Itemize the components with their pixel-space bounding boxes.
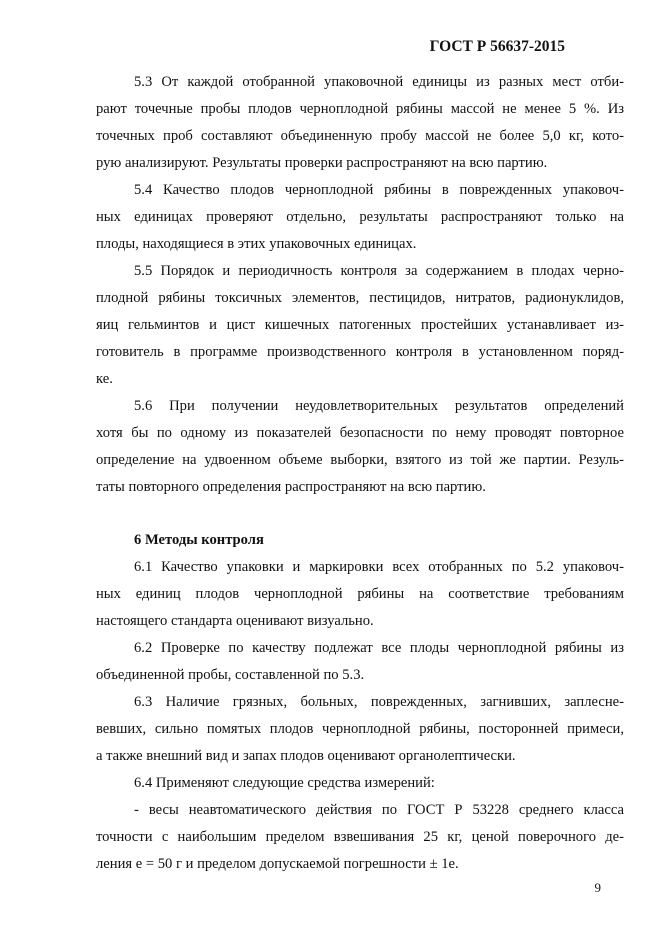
- text-line: точности с наибольшим пределом взвешивания 25 кг, ценой поверочного де-: [96, 829, 624, 845]
- text-line: ке.: [96, 371, 113, 387]
- text-line: плодной рябины токсичных элементов, пестицидов, нитратов, радионуклидов,: [96, 290, 624, 306]
- section-heading: 6 Методы контроля: [134, 532, 264, 548]
- text-line: рую анализируют. Результаты проверки распространяют на всю партию.: [96, 155, 548, 171]
- text-line: 5.6 При получении неудовлетворительных результатов определений: [134, 398, 624, 414]
- text-line: 5.3 От каждой отобранной упаковочной единицы из разных мест отби-: [134, 74, 624, 90]
- text-line: настоящего стандарта оценивают визуально.: [96, 613, 374, 629]
- text-line: а также внешний вид и запах плодов оценивают органолептически.: [96, 748, 516, 764]
- text-line: 6.4 Применяют следующие средства измерений:: [134, 775, 435, 791]
- text-line: 5.5 Порядок и периодичность контроля за содержанием в плодах черно-: [134, 263, 624, 279]
- text-line: определение на удвоенном объеме выборки, взятого из той же партии. Резуль-: [96, 452, 624, 468]
- text-line: 5.4 Качество плодов черноплодной рябины в поврежденных упаковоч-: [134, 182, 624, 198]
- text-line: точечных проб составляют объединенную пробу массой не более 5,0 кг, кото-: [96, 128, 624, 144]
- text-line: яиц гельминтов и цист кишечных патогенных простейших устанавливает из-: [96, 317, 624, 333]
- text-line: плоды, находящиеся в этих упаковочных единицах.: [96, 236, 417, 252]
- text-line: 6.1 Качество упаковки и маркировки всех отобранных по 5.2 упаковоч-: [134, 559, 624, 575]
- text-line: готовитель в программе производственного контроля в установленном поряд-: [96, 344, 624, 360]
- text-line: таты повторного определения распространяют на всю партию.: [96, 479, 486, 495]
- text-line: ления е = 50 г и пределом допускаемой погрешности ± 1е.: [96, 856, 459, 872]
- text-line: 6.3 Наличие грязных, больных, поврежденных, загнивших, заплесне-: [134, 694, 624, 710]
- page-number: 9: [594, 880, 601, 895]
- text-line: хотя бы по одному из показателей безопасности по нему проводят повторное: [96, 425, 624, 441]
- document-header: ГОСТ Р 56637-2015: [429, 38, 565, 55]
- text-line: рают точечные пробы плодов черноплодной рябины массой не менее 5 %. Из: [96, 101, 624, 117]
- text-line: - весы неавтоматического действия по ГОСТ Р 53228 среднего класса: [134, 802, 624, 818]
- text-line: 6.2 Проверке по качеству подлежат все плоды черноплодной рябины из: [134, 640, 624, 656]
- text-line: объединенной пробы, составленной по 5.3.: [96, 667, 365, 683]
- text-line: вевших, сильно помятых плодов черноплодной рябины, посторонней примеси,: [96, 721, 624, 737]
- text-line: ных единиц плодов черноплодной рябины на соответствие требованиям: [96, 586, 624, 602]
- text-line: ных единицах проверяют отдельно, результаты распространяют только на: [96, 209, 624, 225]
